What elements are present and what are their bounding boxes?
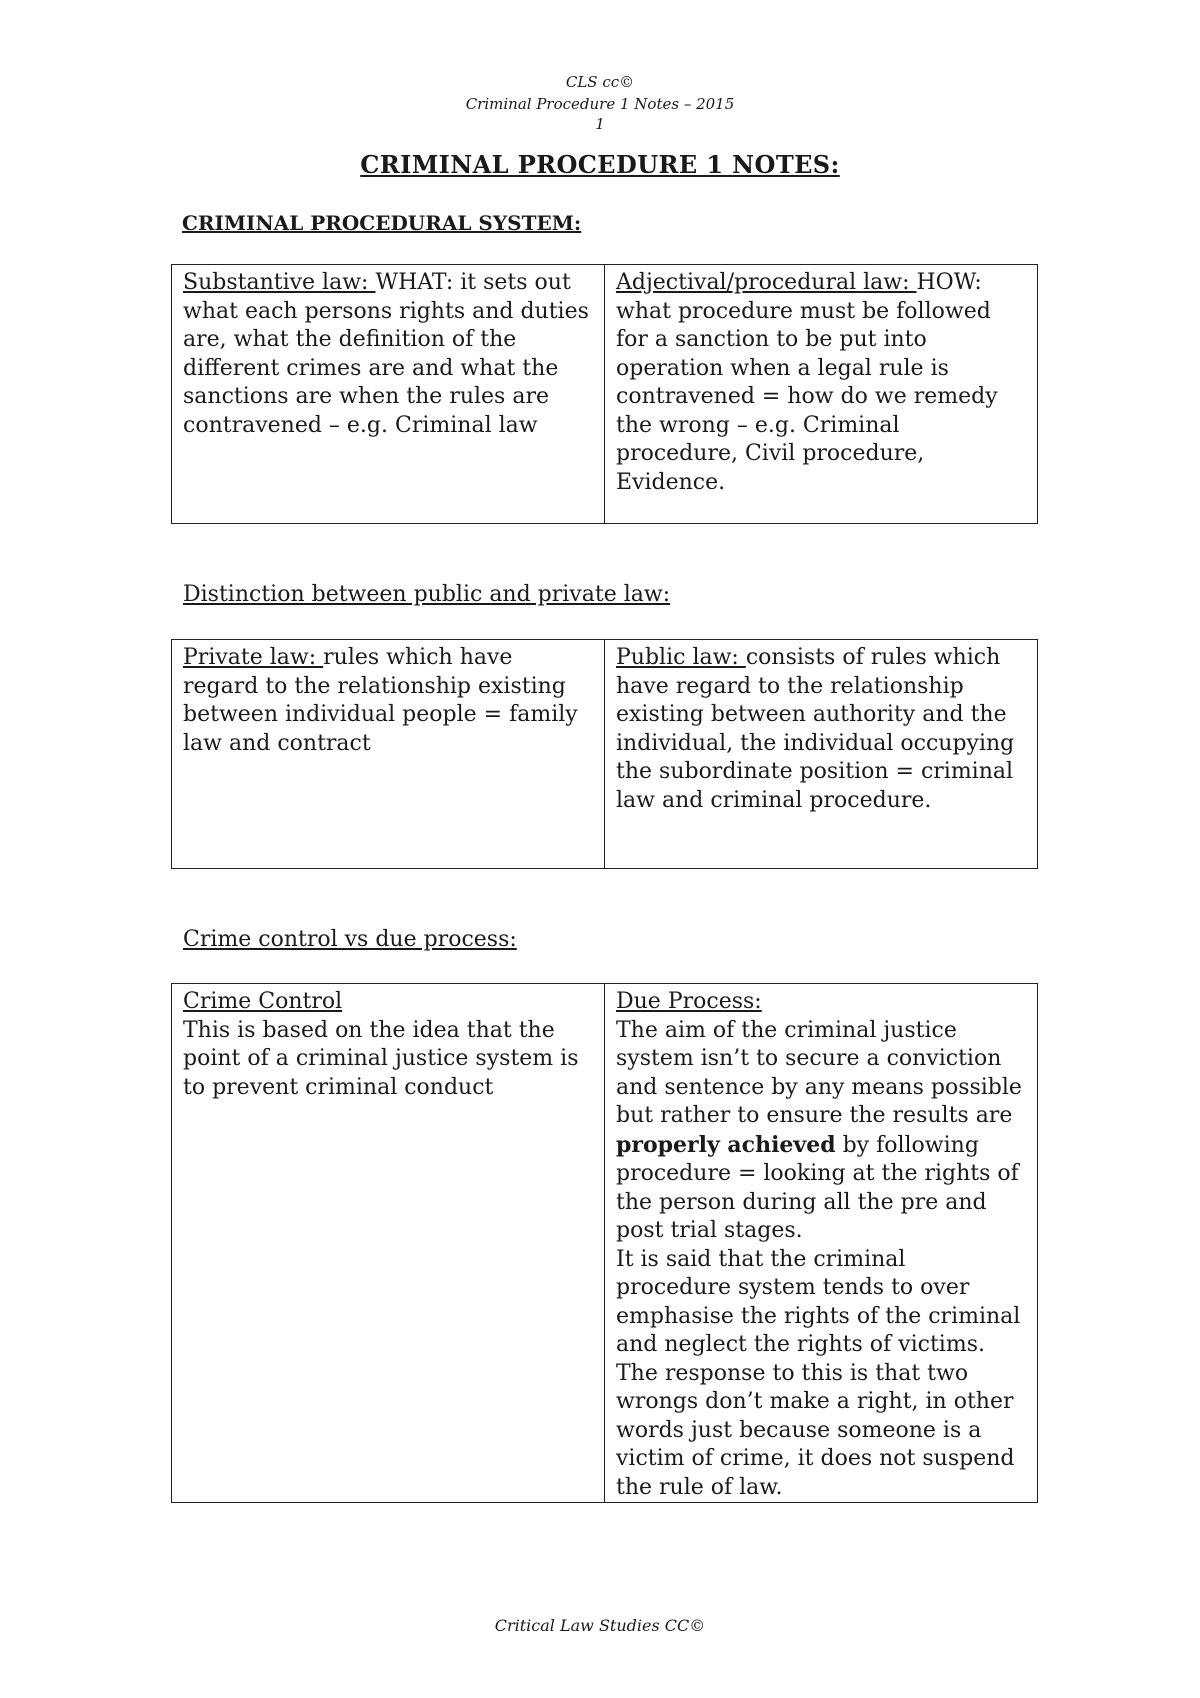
page-title: CRIMINAL PROCEDURE 1 NOTES:: [360, 150, 840, 179]
crime-control-vs-due-process-table: [171, 983, 1038, 1503]
crime-control-label: Crime Control: [183, 989, 343, 1014]
public-law-cell: [605, 640, 1038, 869]
due-process-paragraph: [616, 1017, 1027, 1246]
page-footer: Critical Law Studies CC©: [494, 1616, 706, 1635]
header-document-title: Criminal Procedure 1 Notes – 2015: [465, 95, 735, 113]
private-law-text: rules which have regard to the relationship existing between individual people = family law and contract: [183, 645, 578, 756]
due-process-cell: [605, 984, 1038, 1503]
due-process-text-b: by following procedure = looking at the rights of the person during all the pre and post trial stages.: [616, 1132, 1019, 1243]
substantive-law-label: Substantive law:: [183, 270, 376, 295]
private-vs-public-table: [171, 639, 1038, 869]
public-law-label: Public law:: [616, 645, 746, 670]
due-process-criticism-text: It is said that the criminal procedure system tends to over emphasise the rights of the criminal and neglect the rights of victims. The response to this is that two wrongs don’t make a right, in other words just because someone is a victim of crime, it does not suspend the rule of law.: [616, 1246, 1021, 1500]
due-process-bold-text: properly achieved: [616, 1131, 836, 1158]
private-law-cell: [172, 640, 605, 869]
crime-control-heading: Crime control vs due process:: [183, 927, 517, 952]
header-company: CLS cc©: [565, 73, 635, 91]
procedural-law-label: Adjectival/procedural law:: [616, 270, 917, 295]
substantive-vs-procedural-table: [171, 264, 1038, 524]
substantive-law-text: WHAT: it sets out what each persons rights and duties are, what the definition of the different crimes are and what the sanctions are when the rules are contravened – e.g. Criminal law: [183, 270, 589, 438]
procedural-law-text: HOW: what procedure must be followed for a sanction to be put into operation when a legal rule is contravened = how do we remedy the wrong – e.g. Criminal procedure, Civil procedure, Evidence.: [616, 270, 998, 495]
crime-control-text: This is based on the idea that the point of a criminal justice system is to prevent criminal conduct: [183, 1017, 579, 1100]
due-process-text-a: The aim of the criminal justice system isn’t to secure a conviction and sentence by any means possible but rather to ensure the results are: [616, 1017, 1022, 1128]
crime-control-cell: [172, 984, 605, 1503]
due-process-label: Due Process:: [616, 989, 762, 1014]
public-law-text: consists of rules which have regard to the relationship existing between authority and the individual, the individual occupying the subordinate position = criminal law and criminal procedure.: [616, 645, 1015, 813]
public-private-heading: Distinction between public and private law:: [183, 582, 671, 607]
substantive-law-cell: [172, 265, 605, 524]
header-page-number: 1: [595, 115, 605, 133]
section-title: CRIMINAL PROCEDURAL SYSTEM:: [182, 211, 582, 235]
private-law-label: Private law:: [183, 645, 324, 670]
procedural-law-cell: [605, 265, 1038, 524]
